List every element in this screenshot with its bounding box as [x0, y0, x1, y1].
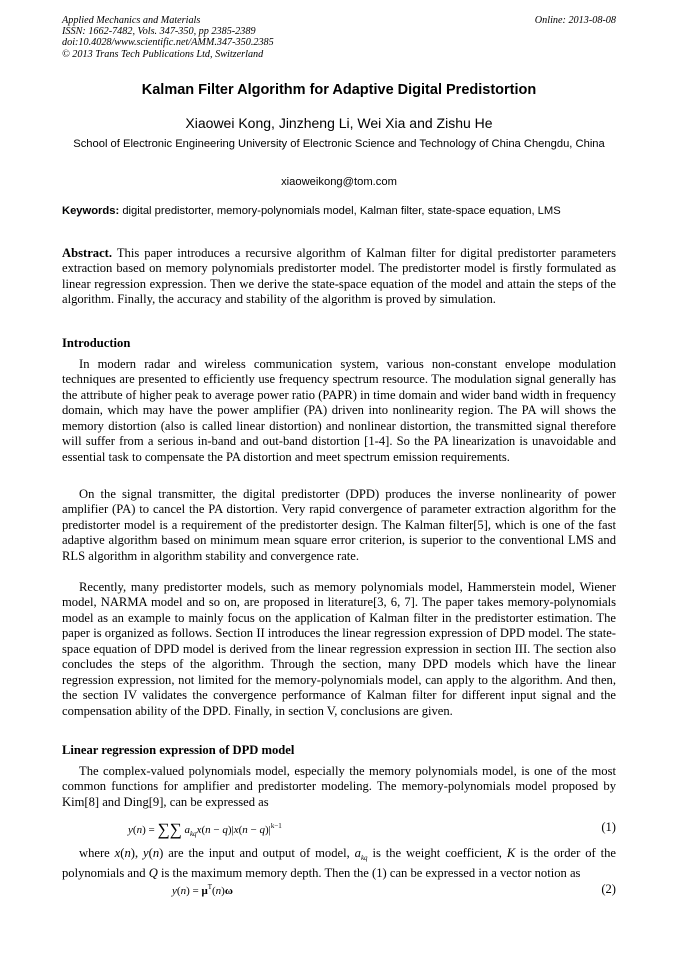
- equation-2: $y(n) = \mu^T(n)\omega$: [172, 883, 233, 897]
- keywords-text: digital predistorter, memory-polynomials model, Kalman filter, state-space equation, LMS: [122, 205, 561, 217]
- journal-header: [62, 15, 616, 60]
- abstract: [62, 246, 616, 308]
- where-text: is the weight coefficient,: [367, 846, 507, 860]
- where-text: ,: [134, 846, 144, 860]
- where-paragraph: where x(n), y(n) are the input and output of model, $a_{kq}$ is the weight coefficient, K is the order of the polynomials and Q is the maximum memory depth. Then the (1) can be expressed in a vector notion as: [62, 846, 616, 881]
- author-email[interactable]: xiaoweikong@tom.com: [281, 176, 397, 188]
- doi-line[interactable]: doi:10.4028/www.scientific.net/AMM.347-350.2385: [62, 37, 274, 49]
- where-text: are the input and output of model,: [163, 846, 355, 860]
- abstract-label: Abstract.: [62, 246, 113, 260]
- issn-line: ISSN: 1662-7482, Vols. 347-350, pp 2385-2389: [62, 26, 256, 38]
- abstract-text: This paper introduces a recursive algorithm of Kalman filter for digital predistorter parameters extraction based on memory polynomials predistorter model. The predistorter model is firstly formulated as linear regression expression. Then we derive the state-space equation of the model and attain the steps of the algorithm. Finally, the accuracy and stability of the algorithm is proved by simulation.: [62, 246, 616, 307]
- intro-paragraph: On the signal transmitter, the digital predistorter (DPD) produces the inverse nonlinearity of power amplifier (PA) to cancel the PA distortion. Very rapid convergence of parameter extraction algorithm for the predistorter model is a requirement of the predistorter design. The Kalman filter[5], which is one of the fast adaptive algorithm based on minimum mean square error criterion, is superior to the conventional LMS and RLS algorithm in algorithm stability and convergence rate.: [62, 487, 616, 563]
- online-date: Online: 2013-08-08: [534, 15, 616, 26]
- journal-name: Applied Mechanics and Materials: [62, 15, 201, 26]
- copyright-line: © 2013 Trans Tech Publications Ltd, Switzerland: [62, 48, 264, 60]
- affiliation: School of Electronic Engineering University of Electronic Science and Technology of China Chengdu, China: [73, 138, 605, 150]
- intro-paragraph: Recently, many predistorter models, such as memory polynomials model, Hammerstein model, Wiener model, NARMA model and so on, are proposed in literature[3, 6, 7]. The paper takes memory-polynomials model as an example to mainly focus on the application of Kalman filter in the predistorter estimation. The paper is organized as follows. Section II introduces the linear regression expression of DPD model. The state-space equation of DPD model is derived from the linear regression expression in section III. The section also concludes the steps of the algorithm. Through the section, many DPD models which have the linear regression expression, not limited for the memory-polynomials model, can apply to the algorithm. And then, the section IV validates the convergence performance of Kalman filter for different input signal and the compensation ability of the DPD. Finally, in section V, conclusions are given.: [62, 580, 616, 718]
- keywords-label: Keywords:: [62, 205, 120, 217]
- section-heading-introduction: Introduction: [62, 336, 131, 350]
- section-heading-linear-regression: Linear regression expression of DPD model: [62, 743, 295, 757]
- equation-1-number: (1): [601, 820, 616, 834]
- linear-regression-paragraph: The complex-valued polynomials model, especially the memory polynomials model, is one of the most common functions for amplifier and predistorter modeling. The memory-polynomials model proposed by Kim[8] and Ding[9], can be expressed as: [62, 764, 616, 809]
- paper-title: Kalman Filter Algorithm for Adaptive Digital Predistortion: [141, 82, 537, 98]
- where-text: is the order of the polynomials and: [62, 846, 616, 881]
- equation-1: y(n) = ∑∑ $a_{kq}x(n - q)|x(n - q)|^{k-1}$: [128, 820, 282, 839]
- where-text: where: [79, 846, 110, 860]
- author-list: Xiaowei Kong, Jinzheng Li, Wei Xia and Zishu He: [185, 115, 493, 131]
- where-text: is the maximum memory depth. Then the (1) can be expressed in a vector notion as: [157, 866, 581, 881]
- intro-paragraph: In modern radar and wireless communication system, various non-constant envelope modulation techniques are presented to efficiently use frequency spectrum resource. The modulation signal generally has the attribute of higher peak to average power ratio (PAPR) in time domain and wider band width in frequency domain, which may have the power amplifier (PA) driven into nonlinearity region. The PA will shows the memory distortion (also is called linear distortion) and nonlinear distortion, the transmitted signal therefore will suffer from a serious in-band and out-band distortion [1-4]. So the PA linearization is unavoidable and essential task to compensate the PA distortion and meet spectrum emission requirements.: [62, 357, 616, 464]
- keywords: [62, 205, 616, 219]
- equation-2-number: (2): [601, 882, 616, 896]
